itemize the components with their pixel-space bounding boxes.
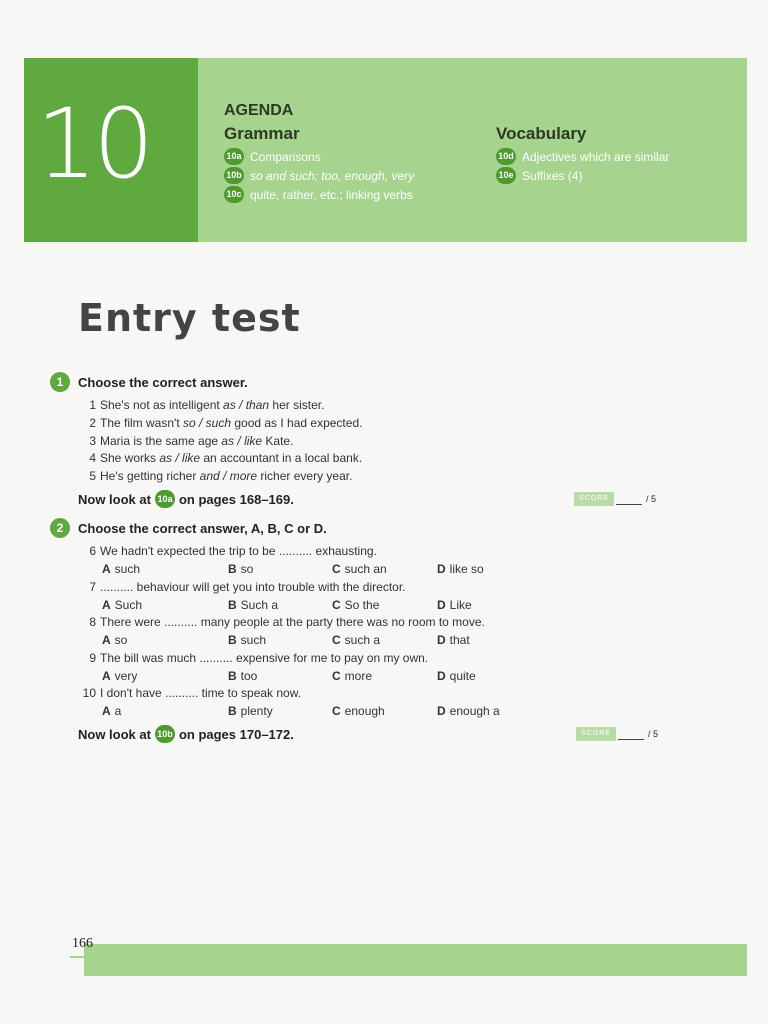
question-number: 3	[89, 433, 96, 448]
footer-bar	[84, 944, 747, 976]
answer-choice[interactable]: as / like	[159, 451, 201, 466]
score-total: / 5	[646, 494, 657, 504]
option-text: Such a	[240, 597, 279, 612]
option-letter: A	[102, 668, 111, 683]
section-tag: 10b	[224, 167, 244, 184]
answer-option[interactable]	[332, 704, 385, 718]
question-text: .......... behaviour will get you into trouble with the director.	[100, 579, 406, 594]
option-text: such an	[344, 562, 387, 576]
option-text: quite	[449, 668, 476, 683]
option-letter: C	[332, 668, 341, 683]
question-text: The film wasn't	[100, 415, 183, 430]
option-text: plenty	[240, 704, 273, 719]
option-letter: D	[437, 562, 446, 576]
section-tag: 10a	[224, 148, 244, 165]
option-letter: A	[102, 704, 111, 719]
vocabulary-item-label: Adjectives which are similar	[522, 149, 670, 164]
question-text: She's not as intelligent	[100, 398, 224, 412]
grammar-item-label: Comparisons	[250, 149, 321, 164]
question-text: an accountant in a local bank.	[200, 451, 363, 466]
exercise-1-heading	[50, 372, 248, 392]
answer-option[interactable]	[437, 669, 476, 683]
exercise-number-badge: 2	[50, 518, 70, 538]
section-tag: 10e	[496, 167, 516, 184]
option-text: such	[114, 562, 141, 576]
answer-option[interactable]	[437, 562, 484, 576]
unit-header	[24, 58, 747, 242]
answer-option[interactable]	[437, 598, 472, 612]
answer-option[interactable]	[228, 598, 278, 612]
question-item	[78, 451, 362, 465]
score-label: SCORE	[576, 727, 616, 741]
option-letter: B	[228, 562, 237, 576]
score-label: SCORE	[574, 492, 614, 506]
option-letter: D	[437, 633, 446, 648]
option-text: so	[114, 633, 128, 648]
option-letter: B	[228, 704, 237, 719]
option-text: like so	[449, 562, 484, 576]
question-number: 1	[89, 398, 96, 412]
question-item	[78, 434, 293, 448]
page-number: 166	[72, 936, 93, 951]
vocabulary-item	[496, 167, 582, 184]
grammar-title: Grammar	[224, 124, 300, 143]
answer-choice[interactable]: so / such	[182, 415, 232, 430]
question-text: There were .......... many people at the party there was no room to move.	[100, 615, 485, 630]
option-text: too	[240, 668, 258, 683]
look-at-reference	[78, 490, 294, 508]
option-text: Like	[449, 597, 472, 612]
question-text: He's getting richer	[100, 469, 200, 484]
score-total: / 5	[648, 729, 659, 739]
option-letter: D	[437, 597, 446, 612]
answer-option[interactable]	[332, 598, 379, 612]
footer-rule	[70, 956, 84, 958]
answer-option[interactable]	[332, 562, 387, 576]
score-blank[interactable]	[616, 494, 642, 505]
question-number: 5	[89, 469, 96, 484]
option-text: such a	[344, 633, 381, 648]
question-text: Maria is the same age	[100, 433, 222, 448]
option-letter: B	[228, 597, 237, 612]
option-letter: C	[332, 704, 341, 719]
question-item	[78, 580, 406, 594]
vocabulary-item-label: Suffixes (4)	[522, 168, 583, 183]
page-title: Entry test	[78, 296, 301, 340]
answer-choice[interactable]: as / than	[223, 398, 270, 412]
answer-option[interactable]	[102, 562, 140, 576]
option-text: Such	[114, 597, 143, 612]
grammar-item-label: so and such; too, enough, very	[250, 168, 415, 183]
question-number: 2	[89, 415, 96, 430]
answer-option[interactable]	[102, 598, 142, 612]
option-letter: A	[102, 597, 111, 612]
question-number: 9	[89, 650, 96, 665]
option-text: enough	[344, 704, 385, 719]
look-at-reference	[78, 725, 294, 743]
option-letter: C	[332, 633, 341, 648]
question-text: The bill was much .......... expensive for me to pay on my own.	[100, 650, 429, 665]
option-text: enough a	[449, 704, 500, 719]
option-letter: A	[102, 562, 111, 576]
answer-option[interactable]	[437, 633, 470, 647]
answer-option[interactable]	[228, 704, 273, 718]
look-at-pages: on pages 168–169.	[178, 491, 294, 507]
grammar-item-label: quite, rather, etc.; linking verbs	[250, 187, 413, 202]
question-number: 4	[89, 451, 96, 466]
answer-choice[interactable]: and / more	[199, 469, 258, 484]
question-number: 8	[89, 615, 96, 630]
option-letter: C	[332, 562, 341, 576]
question-text: She works	[100, 451, 160, 466]
question-item	[78, 416, 362, 430]
score-box	[576, 727, 658, 741]
answer-option[interactable]	[102, 633, 127, 647]
grammar-item	[224, 186, 413, 203]
question-text: I don't have .......... time to speak now.	[100, 686, 302, 701]
look-at-text: Now look at	[78, 491, 151, 507]
answer-option[interactable]	[102, 704, 121, 718]
question-item	[78, 398, 324, 412]
grammar-item	[224, 148, 321, 165]
question-text: We hadn't expected the trip to be .......... exhausting.	[100, 544, 377, 558]
section-tag: 10b	[155, 725, 175, 743]
agenda-label: AGENDA	[224, 102, 294, 119]
score-blank[interactable]	[618, 729, 644, 740]
option-letter: A	[102, 633, 111, 648]
section-tag: 10a	[155, 490, 175, 508]
grammar-item	[224, 167, 414, 184]
option-letter: C	[332, 597, 341, 612]
option-text: So the	[344, 597, 380, 612]
section-tag: 10d	[496, 148, 516, 165]
question-number: 7	[89, 579, 96, 594]
option-letter: D	[437, 704, 446, 719]
question-item	[78, 615, 485, 629]
exercise-instruction: Choose the correct answer.	[78, 374, 248, 390]
score-box	[574, 492, 656, 506]
look-at-pages: on pages 170–172.	[178, 726, 294, 742]
option-text: such	[240, 633, 267, 648]
option-letter: B	[228, 668, 237, 683]
vocabulary-title: Vocabulary	[496, 124, 587, 143]
answer-option[interactable]	[228, 633, 266, 647]
question-item	[78, 651, 428, 665]
look-at-text: Now look at	[78, 726, 151, 742]
option-text: very	[114, 668, 138, 683]
question-text: good as I had expected.	[231, 415, 363, 430]
answer-option[interactable]	[332, 633, 380, 647]
exercise-2-heading	[50, 518, 327, 538]
option-text: a	[114, 704, 122, 719]
exercise-instruction: Choose the correct answer, A, B, C or D.	[78, 520, 327, 536]
answer-option[interactable]	[228, 669, 257, 683]
option-letter: B	[228, 633, 237, 648]
vocabulary-item	[496, 148, 669, 165]
question-item	[78, 686, 301, 700]
unit-number: 10	[36, 88, 151, 200]
question-item	[78, 469, 352, 483]
question-number: 6	[89, 544, 96, 558]
question-text: Kate.	[262, 433, 294, 448]
option-text: more	[344, 668, 373, 683]
answer-option[interactable]	[437, 704, 500, 718]
question-item	[78, 544, 377, 558]
question-number: 10	[82, 686, 96, 701]
answer-option[interactable]	[332, 669, 372, 683]
exercise-number-badge: 1	[50, 372, 70, 392]
unit-number-box	[24, 58, 198, 242]
answer-option[interactable]	[228, 562, 253, 576]
section-tag: 10c	[224, 186, 244, 203]
question-text: richer every year.	[257, 469, 353, 484]
option-text: that	[449, 633, 470, 648]
option-text: so	[240, 562, 254, 576]
option-letter: D	[437, 668, 446, 683]
answer-option[interactable]	[102, 669, 137, 683]
answer-choice[interactable]: as / like	[221, 433, 263, 448]
question-text: her sister.	[269, 398, 325, 412]
